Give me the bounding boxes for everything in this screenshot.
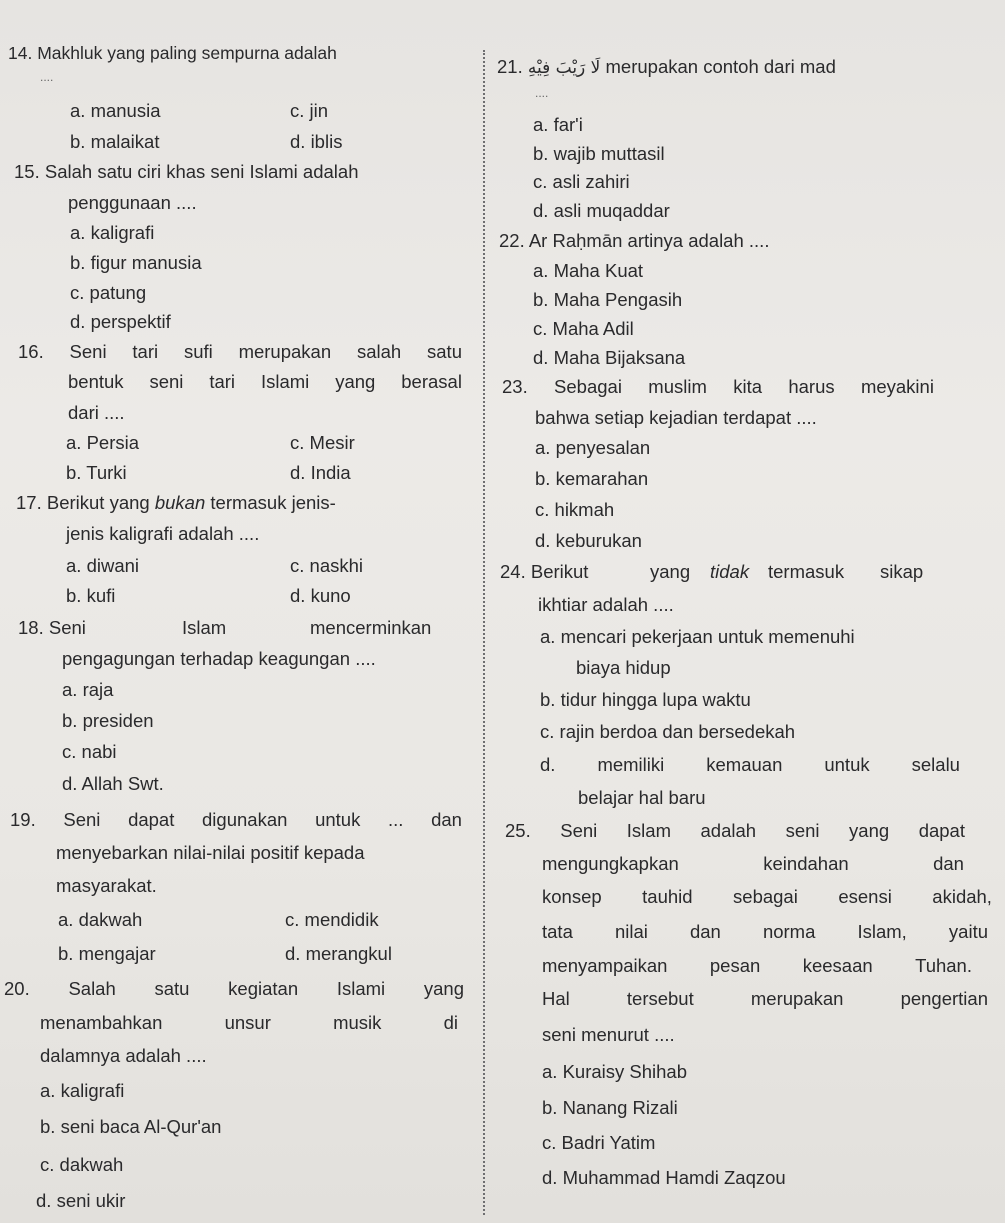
q22-option-d[interactable]: d. Maha Bijaksana [533,347,686,368]
q23-option-c[interactable]: c. hikmah [535,499,615,520]
q17-option-b[interactable]: b. kufi [66,585,116,606]
q23-option-d[interactable]: d. keburukan [535,530,642,551]
q14-option-c[interactable]: c. jin [290,100,329,121]
q20-option-b[interactable]: b. seni baca Al-Qur'an [40,1116,222,1137]
question-17: 17. Berikut yang bukan termasuk jenis- [16,492,336,513]
q15-option-b[interactable]: b. figur manusia [70,252,202,273]
q20-option-a[interactable]: a. kaligrafi [40,1080,125,1101]
q25-option-a[interactable]: a. Kuraisy Shihab [542,1061,688,1082]
q24-option-d[interactable]: d. memiliki kemauan untuk selalu [540,754,960,775]
q21-option-a[interactable]: a. far'i [533,114,583,135]
q19-option-d[interactable]: d. merangkul [285,943,392,964]
q17-option-d[interactable]: d. kuno [290,585,351,606]
q23-option-a[interactable]: a. penyesalan [535,437,651,458]
q18-option-b[interactable]: b. presiden [62,710,154,731]
q15-option-a[interactable]: a. kaligrafi [70,222,155,243]
question-15: 15. Salah satu ciri khas seni Islami adalah [14,161,359,182]
question-23-line2: bahwa setiap kejadian terdapat .... [535,407,817,428]
q23-option-b[interactable]: b. kemarahan [535,468,649,489]
question-24-line2: ikhtiar adalah .... [538,594,674,615]
q25-option-c[interactable]: c. Badri Yatim [542,1132,656,1153]
question-25-line4: tata nilai dan norma Islam, yaitu [542,921,988,942]
q16-option-d[interactable]: d. India [290,462,351,483]
q25-option-d[interactable]: d. Muhammad Hamdi Zaqzou [542,1167,786,1188]
question-22: 22. Ar Raḥmān artinya adalah .... [499,230,770,251]
question-20: 20. Salah satu kegiatan Islami yang [4,978,464,999]
q24-option-d-line2: belajar hal baru [578,787,706,808]
q20-option-d[interactable]: d. seni ukir [36,1190,126,1211]
q16-option-b[interactable]: b. Turki [66,462,127,483]
column-divider [483,50,485,1215]
question-25-line7: seni menurut .... [542,1024,675,1045]
question-14: 14. Makhluk yang paling sempurna adalah [8,43,337,63]
arabic-phrase: لَا رَيْبَ فِيْهِ [527,58,601,78]
q18-option-a[interactable]: a. raja [62,679,114,700]
q15-option-d[interactable]: d. perspektif [70,311,171,332]
question-16-line2: bentuk seni tari Islami yang berasal [68,371,462,392]
q19-option-b[interactable]: b. mengajar [58,943,156,964]
question-20-line3: dalamnya adalah .... [40,1045,207,1066]
q14-option-a[interactable]: a. manusia [70,100,161,121]
q24-option-c[interactable]: c. rajin berdoa dan bersedekah [540,721,796,742]
q16-option-c[interactable]: c. Mesir [290,432,355,453]
question-23: 23. Sebagai muslim kita harus meyakini [502,376,934,397]
q21-option-b[interactable]: b. wajib muttasil [533,143,665,164]
q22-option-b[interactable]: b. Maha Pengasih [533,289,683,310]
q21-option-c[interactable]: c. asli zahiri [533,171,630,192]
q16-option-a[interactable]: a. Persia [66,432,140,453]
q19-option-c[interactable]: c. mendidik [285,909,379,930]
question-25-line6: Hal tersebut merupakan pengertian [542,988,988,1009]
q18-option-c[interactable]: c. nabi [62,741,117,762]
q25-option-b[interactable]: b. Nanang Rizali [542,1097,678,1118]
question-15-line2: penggunaan .... [68,192,197,213]
question-16-line3: dari .... [68,402,125,423]
q17-option-a[interactable]: a. diwani [66,555,140,576]
question-25-line5: menyampaikan pesan keesaan Tuhan. [542,955,972,976]
q22-option-c[interactable]: c. Maha Adil [533,318,634,339]
question-25-line3: konsep tauhid sebagai esensi akidah, [542,886,992,907]
q14-option-d[interactable]: d. iblis [290,131,343,152]
question-21-dots: .... [535,86,549,100]
question-18-line2: pengagungan terhadap keagungan .... [62,648,376,669]
question-19-line3: masyarakat. [56,875,157,896]
q24-option-a[interactable]: a. mencari pekerjaan untuk memenuhi [540,626,855,647]
question-14-dots: .... [40,70,54,84]
q24-option-a-line2: biaya hidup [576,657,671,678]
question-19: 19. Seni dapat digunakan untuk ... dan [10,809,462,830]
question-21: 21. لَا رَيْبَ فِيْهِ merupakan contoh dari mad [497,56,836,78]
question-25: 25. Seni Islam adalah seni yang dapat [505,820,965,841]
question-16: 16. Seni tari sufi merupakan salah satu [18,341,462,362]
q18-option-d[interactable]: d. Allah Swt. [62,773,164,794]
q19-option-a[interactable]: a. dakwah [58,909,143,930]
question-17-line2: jenis kaligrafi adalah .... [66,523,260,544]
q17-option-c[interactable]: c. naskhi [290,555,364,576]
q22-option-a[interactable]: a. Maha Kuat [533,260,644,281]
q15-option-c[interactable]: c. patung [70,282,147,303]
question-25-line2: mengungkapkan keindahan dan [542,853,964,874]
q21-option-d[interactable]: d. asli muqaddar [533,200,670,221]
q24-option-b[interactable]: b. tidur hingga lupa waktu [540,689,751,710]
q20-option-c[interactable]: c. dakwah [40,1154,124,1175]
question-20-line2: menambahkan unsur musik di [40,1012,458,1033]
q14-option-b[interactable]: b. malaikat [70,131,160,152]
question-19-line2: menyebarkan nilai-nilai positif kepada [56,842,365,863]
